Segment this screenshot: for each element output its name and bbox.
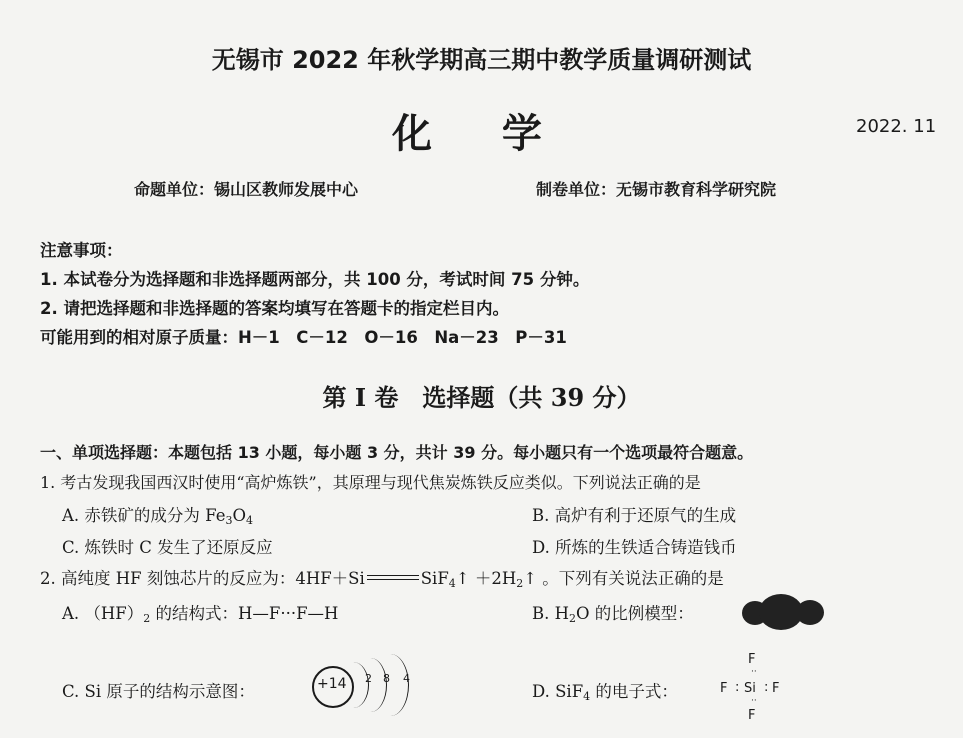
q1-option-a-sub1: 3 [225,514,233,527]
q2-option-b [532,600,694,625]
sif4-si: Si [744,681,756,696]
q2-reaction-arrow [367,575,419,580]
q1-stem: 1. 考古发现我国西汉时使用“高炉炼铁”，其原理与现代焦炭炼铁反应类似。下列说法正确的是 [40,473,701,492]
q2-option-a [62,600,338,625]
q2-option-d [532,678,678,703]
section-title: 第 I 卷 选择题（共 39 分） [322,383,641,412]
q2-stem-prefix: 2. 高纯度 HF 刻蚀芯片的反应为：4HF＋Si [40,569,365,588]
exam-title: 无锡市 2022 年秋学期高三期中教学质量调研测试 [211,46,752,74]
q2-option-b-prefix: B. H [532,604,570,623]
q1-option-d: D. 所炼的生铁适合铸造钱币 [532,538,737,557]
sif4-f-bottom: F [748,708,756,723]
shell-count-2: 8 [383,672,390,685]
exam-date: 2022. 11 [856,116,937,137]
q2-option-b-sub: 2 [569,612,577,625]
sif4-dots-bottom: ·· [751,696,757,706]
q2-option-d-sub: 4 [583,690,591,703]
q1-option-a-mid: O [232,506,246,525]
setter-unit: 命题单位：锡山区教师发展中心 [134,180,359,199]
q2-option-c: C. Si 原子的结构示意图： [62,682,255,701]
sif4-electron-formula [716,652,796,732]
q2-stem [40,565,724,590]
q1-option-a [62,502,253,527]
q1-option-a-text: A. 赤铁矿的成分为 Fe [62,506,226,525]
sif4-dots-right: : [764,680,769,695]
q2-stem-product: SiF [420,569,449,588]
q2-option-a-prefix: A. （HF） [62,604,144,623]
shell-arc-3-icon [372,654,409,716]
si-atom-diagram [310,662,420,712]
q1-option-b: B. 高炉有利于还原气的生成 [532,506,737,525]
q2-option-a-sub: 2 [143,612,151,625]
q2-stem-mid: ↑ ＋2H [455,569,517,588]
sif4-dots-top: ·· [751,667,757,677]
subject-title: 化 学 [392,111,556,157]
water-model-icon [742,594,826,630]
sif4-f-left: F [720,681,728,696]
shell-count-3: 4 [403,672,410,685]
q2-option-a-suffix: 的结构式：H—F···F—H [150,604,339,623]
nucleus-charge: +14 [317,676,347,692]
q2-option-d-prefix: D. SiF [532,682,584,701]
notice-heading: 注意事项： [40,241,123,260]
sif4-f-right: F [772,681,780,696]
q2-stem-sub1: 4 [448,577,456,590]
q1-option-a-sub2: 4 [246,514,253,527]
atomic-masses: 可能用到的相对原子质量：H－1 C－12 O－16 Na－23 P－31 [40,328,567,347]
q1-option-c: C. 炼铁时 C 发生了还原反应 [62,538,273,557]
notice-item-2: 2. 请把选择题和非选择题的答案均填写在答题卡的指定栏目内。 [40,299,509,318]
printer-unit: 制卷单位：无锡市教育科学研究院 [536,180,777,199]
q2-option-d-suffix: 的电子式： [590,682,678,701]
sif4-dots-left: : [735,680,740,695]
q2-option-b-suffix: O 的比例模型： [576,604,694,623]
notice-item-1: 1. 本试卷分为选择题和非选择题两部分，共 100 分，考试时间 75 分钟。 [40,270,590,289]
shell-count-1: 2 [365,672,372,685]
section-instruction: 一、单项选择题：本题包括 13 小题，每小题 3 分，共计 39 分。每小题只有一个选项最符合题意。 [40,443,754,462]
q2-stem-sub2: 2 [516,577,524,590]
sif4-f-top: F [748,652,756,667]
q2-stem-suffix: ↑ 。下列有关说法正确的是 [523,569,724,588]
